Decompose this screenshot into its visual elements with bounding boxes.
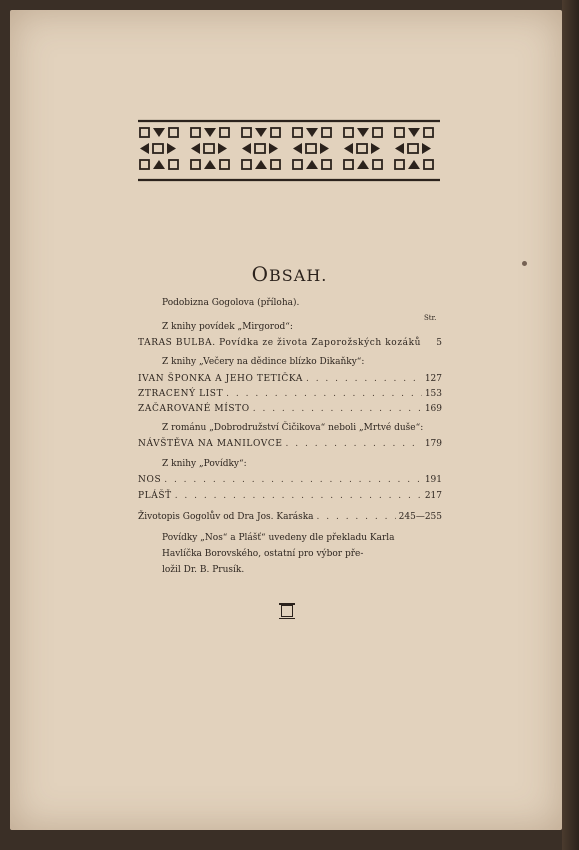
entry-page: 191 <box>424 475 442 485</box>
entry-page: 217 <box>424 491 442 501</box>
section-intro: Z knihy „Povídky“: <box>162 459 247 469</box>
dot-leader <box>226 389 422 399</box>
entry-page: 5 <box>436 338 442 348</box>
toc-entry[interactable] <box>138 374 442 384</box>
entry-title: ZTRACENÝ LIST <box>138 389 224 399</box>
ornament-triangle-down <box>306 128 318 137</box>
entry-page: 245—255 <box>398 512 442 522</box>
entry-page: 169 <box>424 404 442 414</box>
page-column-label: Str. <box>424 314 437 322</box>
translation-note-line: ložil Dr. B. Prusík. <box>162 565 245 575</box>
ornament-triangle-up <box>255 160 267 169</box>
toc-entry[interactable] <box>138 338 442 348</box>
ornament-square <box>373 160 382 169</box>
entry-title: IVAN ŠPONKA A JEHO TETIČKA <box>138 374 303 384</box>
toc-entry[interactable] <box>138 475 442 485</box>
ornament-triangle-down <box>357 128 369 137</box>
toc-entry[interactable] <box>138 404 442 414</box>
section-intro: Z knihy „Večery na dědince blízko Dikaňky“: <box>162 357 365 367</box>
ornament-triangle-right <box>167 143 176 154</box>
ornament-triangle-left <box>140 143 149 154</box>
ornament-square <box>293 160 302 169</box>
ornament-square <box>357 144 367 153</box>
ornament-square <box>191 128 200 137</box>
toc-entry-biography[interactable] <box>138 512 442 522</box>
ornament-square <box>395 128 404 137</box>
ornament-square <box>408 144 418 153</box>
end-ornament-icon <box>281 605 293 617</box>
ornament-square <box>242 128 251 137</box>
ornament-square <box>322 160 331 169</box>
heading-rest: BSAH. <box>269 266 328 285</box>
translation-note-line: Povídky „Nos“ a Plášť“ uvedeny dle překladu Karla <box>162 533 395 543</box>
entry-title: TARAS BULBA. Povídka ze života Zaporožských kozáků <box>138 338 422 348</box>
ornament-square <box>424 128 433 137</box>
ornament-triangle-left <box>242 143 251 154</box>
entry-title: Životopis Gogolův od Dra Jos. Karáska <box>138 512 314 522</box>
ornament-triangle-right <box>371 143 380 154</box>
entry-title: NOS <box>138 475 162 485</box>
ornament-square <box>395 160 404 169</box>
ornament-triangle-left <box>395 143 404 154</box>
ornament-triangle-left <box>191 143 200 154</box>
toc-entry[interactable] <box>138 439 442 449</box>
ornament-square <box>220 128 229 137</box>
entry-page: 153 <box>424 389 442 399</box>
ornament-triangle-right <box>218 143 227 154</box>
ornament-triangle-left <box>344 143 353 154</box>
ornament-square <box>220 160 229 169</box>
ornament-square <box>344 160 353 169</box>
ornament-triangle-right <box>320 143 329 154</box>
decorative-ornament-band <box>136 118 442 183</box>
translation-note-line: Havlíčka Borovského, ostatní pro výbor pře- <box>162 549 364 559</box>
entry-page: 127 <box>424 374 442 384</box>
ornament-square <box>293 128 302 137</box>
toc-entry[interactable] <box>138 389 442 399</box>
dot-leader <box>317 512 396 522</box>
ornament-square <box>140 160 149 169</box>
book-spine-edge <box>562 0 579 850</box>
ornament-triangle-up <box>408 160 420 169</box>
ornament-triangle-down <box>408 128 420 137</box>
section-intro: Z románu „Dobrodružství Čičikova“ neboli „Mrtvé duše“: <box>162 423 424 433</box>
portrait-note: Podobizna Gogolova (příloha). <box>162 298 300 308</box>
dot-leader <box>306 374 422 384</box>
ornament-square <box>322 128 331 137</box>
dot-leader <box>286 439 422 449</box>
ornament-square <box>255 144 265 153</box>
entry-title: NÁVŠTĚVA NA MANILOVCE <box>138 439 283 449</box>
ornament-triangle-up <box>204 160 216 169</box>
ornament-square <box>271 160 280 169</box>
ornament-square <box>191 160 200 169</box>
ornament-triangle-down <box>204 128 216 137</box>
ornament-triangle-down <box>153 128 165 137</box>
ornament-triangle-down <box>255 128 267 137</box>
ornament-triangle-right <box>269 143 278 154</box>
ornament-square <box>306 144 316 153</box>
ornament-square <box>204 144 214 153</box>
ornament-square <box>140 128 149 137</box>
section-intro: Z knihy povídek „Mirgorod“: <box>162 322 293 332</box>
contents-heading <box>0 262 579 286</box>
entry-title: PLÁŠŤ <box>138 491 172 501</box>
ornament-triangle-up <box>306 160 318 169</box>
ornament-square <box>271 128 280 137</box>
ornament-square <box>169 128 178 137</box>
entry-title: ZAČAROVANÉ MÍSTO <box>138 404 250 414</box>
dot-leader <box>175 491 422 501</box>
dot-leader <box>164 475 422 485</box>
ornament-triangle-up <box>357 160 369 169</box>
toc-entry[interactable] <box>138 491 442 501</box>
ornament-square <box>344 128 353 137</box>
heading-initial: O <box>251 262 270 286</box>
ink-spot <box>522 261 527 266</box>
ornament-triangle-left <box>293 143 302 154</box>
ornament-square <box>424 160 433 169</box>
ornament-triangle-right <box>422 143 431 154</box>
ornament-square <box>169 160 178 169</box>
ornament-square <box>373 128 382 137</box>
dot-leader <box>253 404 422 414</box>
entry-page: 179 <box>424 439 442 449</box>
ornament-triangle-up <box>153 160 165 169</box>
ornament-square <box>242 160 251 169</box>
ornament-square <box>153 144 163 153</box>
